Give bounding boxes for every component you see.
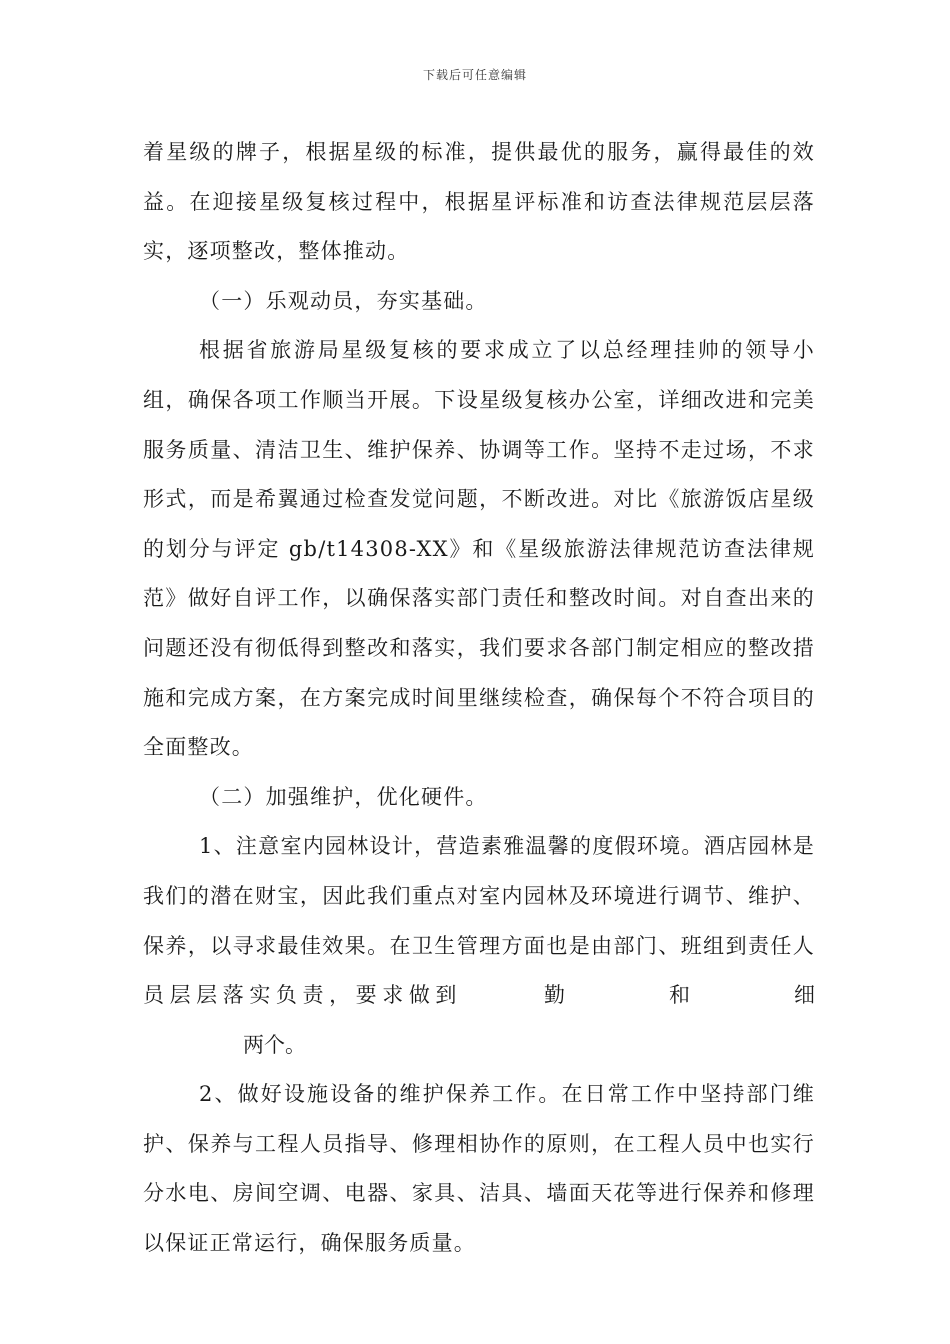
header-note: 下载后可任意编辑	[422, 68, 527, 82]
paragraph-1: 着星级的牌子，根据星级的标准，提供最优的服务，赢得最佳的效益。在迎接星级复核过程中，根据星评标准和访查法律规范层层落实，逐项整改，整体推动。	[143, 140, 815, 264]
spaced-word-3: 细	[794, 983, 815, 1008]
section-heading-2: （二）加强维护，优化硬件。	[199, 784, 488, 809]
paragraph-3-text: 1、注意室内园林设计，营造素雅温馨的度假环境。酒店园林是我们的潜在财宝，因此我们重点对室内园林及环境进行调节、维护、保养，以寻求最佳效果。在卫生管理方面也是由部门、班组到责任人员层层落实负责，要求做到	[143, 834, 815, 1008]
spaced-word-2: 和	[669, 983, 690, 1008]
paragraph-4: 2、做好设施设备的维护保养工作。在日常工作中坚持部门维护、保养与工程人员指导、修理相协作的原则，在工程人员中也实行分水电、房间空调、电器、家具、洁具、墙面天花等进行保养和修理以保证正常运行，确保服务质量。	[143, 1082, 815, 1256]
section-heading-1: （一）乐观动员，夯实基础。	[199, 288, 488, 313]
paragraph-2: 根据省旅游局星级复核的要求成立了以总经理挂帅的领导小组，确保各项工作顺当开展。下设星级复核办公室，详细改进和完美服务质量、清洁卫生、维护保养、协调等工作。坚持不走过场，不求形式，而是希翼通过检查发觉问题，不断改进。对比《旅游饭店星级的划分与评定 gb/t14308-XX》和《星级旅游法律规范访查法律规范》做好自评工作，以确保落实部门责任和整改时间。对自查出来的问题还没有彻低得到整改和落实，我们要求各部门制定相应的整改措施和完成方案，在方案完成时间里继续检查，确保每个不符合项目的全面整改。	[143, 338, 815, 760]
spaced-word-1: 勤	[544, 983, 565, 1008]
paragraph-3	[143, 822, 815, 1070]
document-body	[143, 128, 815, 1269]
paragraph-3-end: 两个。	[243, 1032, 306, 1057]
